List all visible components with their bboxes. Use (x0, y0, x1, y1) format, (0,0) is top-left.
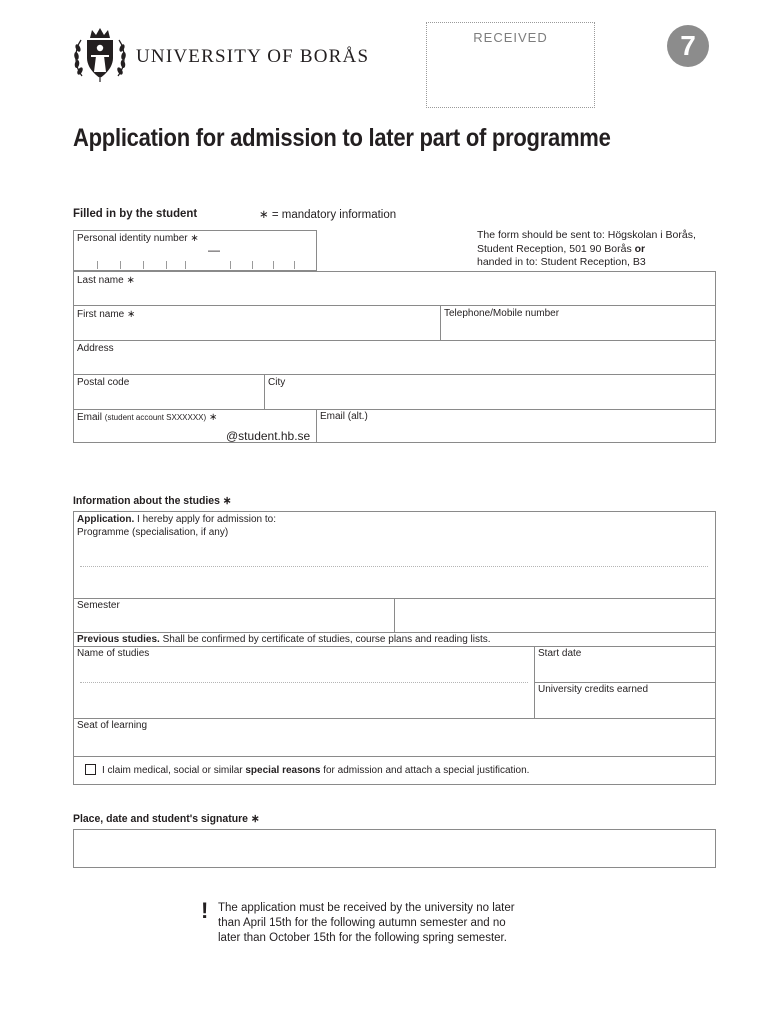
divider (73, 409, 716, 410)
address-field[interactable]: Address (77, 343, 114, 354)
personal-identity-dash: — (208, 243, 220, 257)
start-date-field[interactable]: Start date (538, 648, 582, 659)
send-info (477, 229, 696, 270)
exclamation-icon: ! (201, 898, 209, 923)
personal-identity-label: Personal identity number ∗ (77, 233, 199, 244)
programme-label: Programme (specialisation, if any) (77, 527, 229, 538)
mandatory-legend: ∗ = mandatory information (259, 209, 397, 221)
form-number-badge: 7 (667, 25, 709, 67)
digit-tick (143, 261, 144, 269)
digit-tick (166, 261, 167, 269)
divider (73, 756, 716, 757)
special-reasons-checkbox[interactable] (85, 764, 96, 775)
send-info-line3: handed in to: Student Reception, B3 (477, 256, 646, 268)
programme-input-line[interactable] (80, 566, 708, 567)
previous-studies-box (73, 632, 716, 785)
email-field[interactable]: Email (student account SXXXXXX) ∗ (77, 412, 218, 423)
signature-section-heading: Place, date and student's signature ∗ (73, 813, 260, 825)
postal-code-field[interactable]: Postal code (77, 377, 130, 388)
special-reasons-label: I claim medical, social or similar special reasons for admission and attach a special justification. (102, 765, 530, 776)
page-title: Application for admission to later part of programme (73, 124, 611, 152)
digit-tick (185, 261, 186, 269)
first-name-field[interactable]: First name ∗ (77, 309, 136, 320)
university-seal-logo (72, 26, 128, 84)
name-of-studies-field[interactable]: Name of studies (77, 648, 150, 659)
semester-field[interactable]: Semester (77, 600, 120, 611)
divider (316, 409, 317, 443)
deadline-note: The application must be received by the university no later than April 15th for the following autumn semester and no later than October 15th for the following spring semester. (218, 902, 515, 944)
divider (73, 718, 716, 719)
divider (73, 305, 716, 306)
send-info-line2: Student Reception, 501 90 Borås or (477, 242, 646, 255)
email-alt-field[interactable]: Email (alt.) (320, 411, 368, 422)
divider (73, 340, 716, 341)
last-name-field[interactable]: Last name ∗ (77, 275, 135, 286)
name-of-studies-input-line[interactable] (80, 682, 528, 683)
previous-studies-text: Previous studies. Shall be confirmed by certificate of studies, course plans and reading lists. (77, 634, 491, 645)
seat-of-learning-field[interactable]: Seat of learning (77, 720, 148, 731)
divider (73, 374, 716, 375)
digit-tick (294, 261, 295, 269)
digit-tick (273, 261, 274, 269)
telephone-field[interactable]: Telephone/Mobile number (444, 308, 560, 319)
student-section-heading: Filled in by the student (73, 206, 198, 220)
application-text: Application. I hereby apply for admission to: (77, 514, 276, 525)
divider (440, 305, 441, 340)
received-stamp-box (426, 22, 595, 108)
city-field[interactable]: City (268, 377, 286, 388)
divider (394, 598, 395, 633)
studies-section-heading: Information about the studies ∗ (73, 495, 232, 507)
divider (264, 374, 265, 409)
digit-tick (97, 261, 98, 269)
received-label: RECEIVED (473, 30, 548, 45)
digit-tick (120, 261, 121, 269)
send-info-line1: The form should be sent to: Högskolan i Borås, (477, 229, 696, 241)
digit-tick (230, 261, 231, 269)
signature-field[interactable] (73, 829, 716, 868)
divider (73, 646, 716, 647)
divider (534, 682, 716, 683)
credits-field[interactable]: University credits earned (538, 684, 649, 695)
email-domain: @student.hb.se (226, 429, 311, 443)
university-name: UNIVERSITY OF BORÅS (136, 46, 370, 67)
digit-tick (252, 261, 253, 269)
